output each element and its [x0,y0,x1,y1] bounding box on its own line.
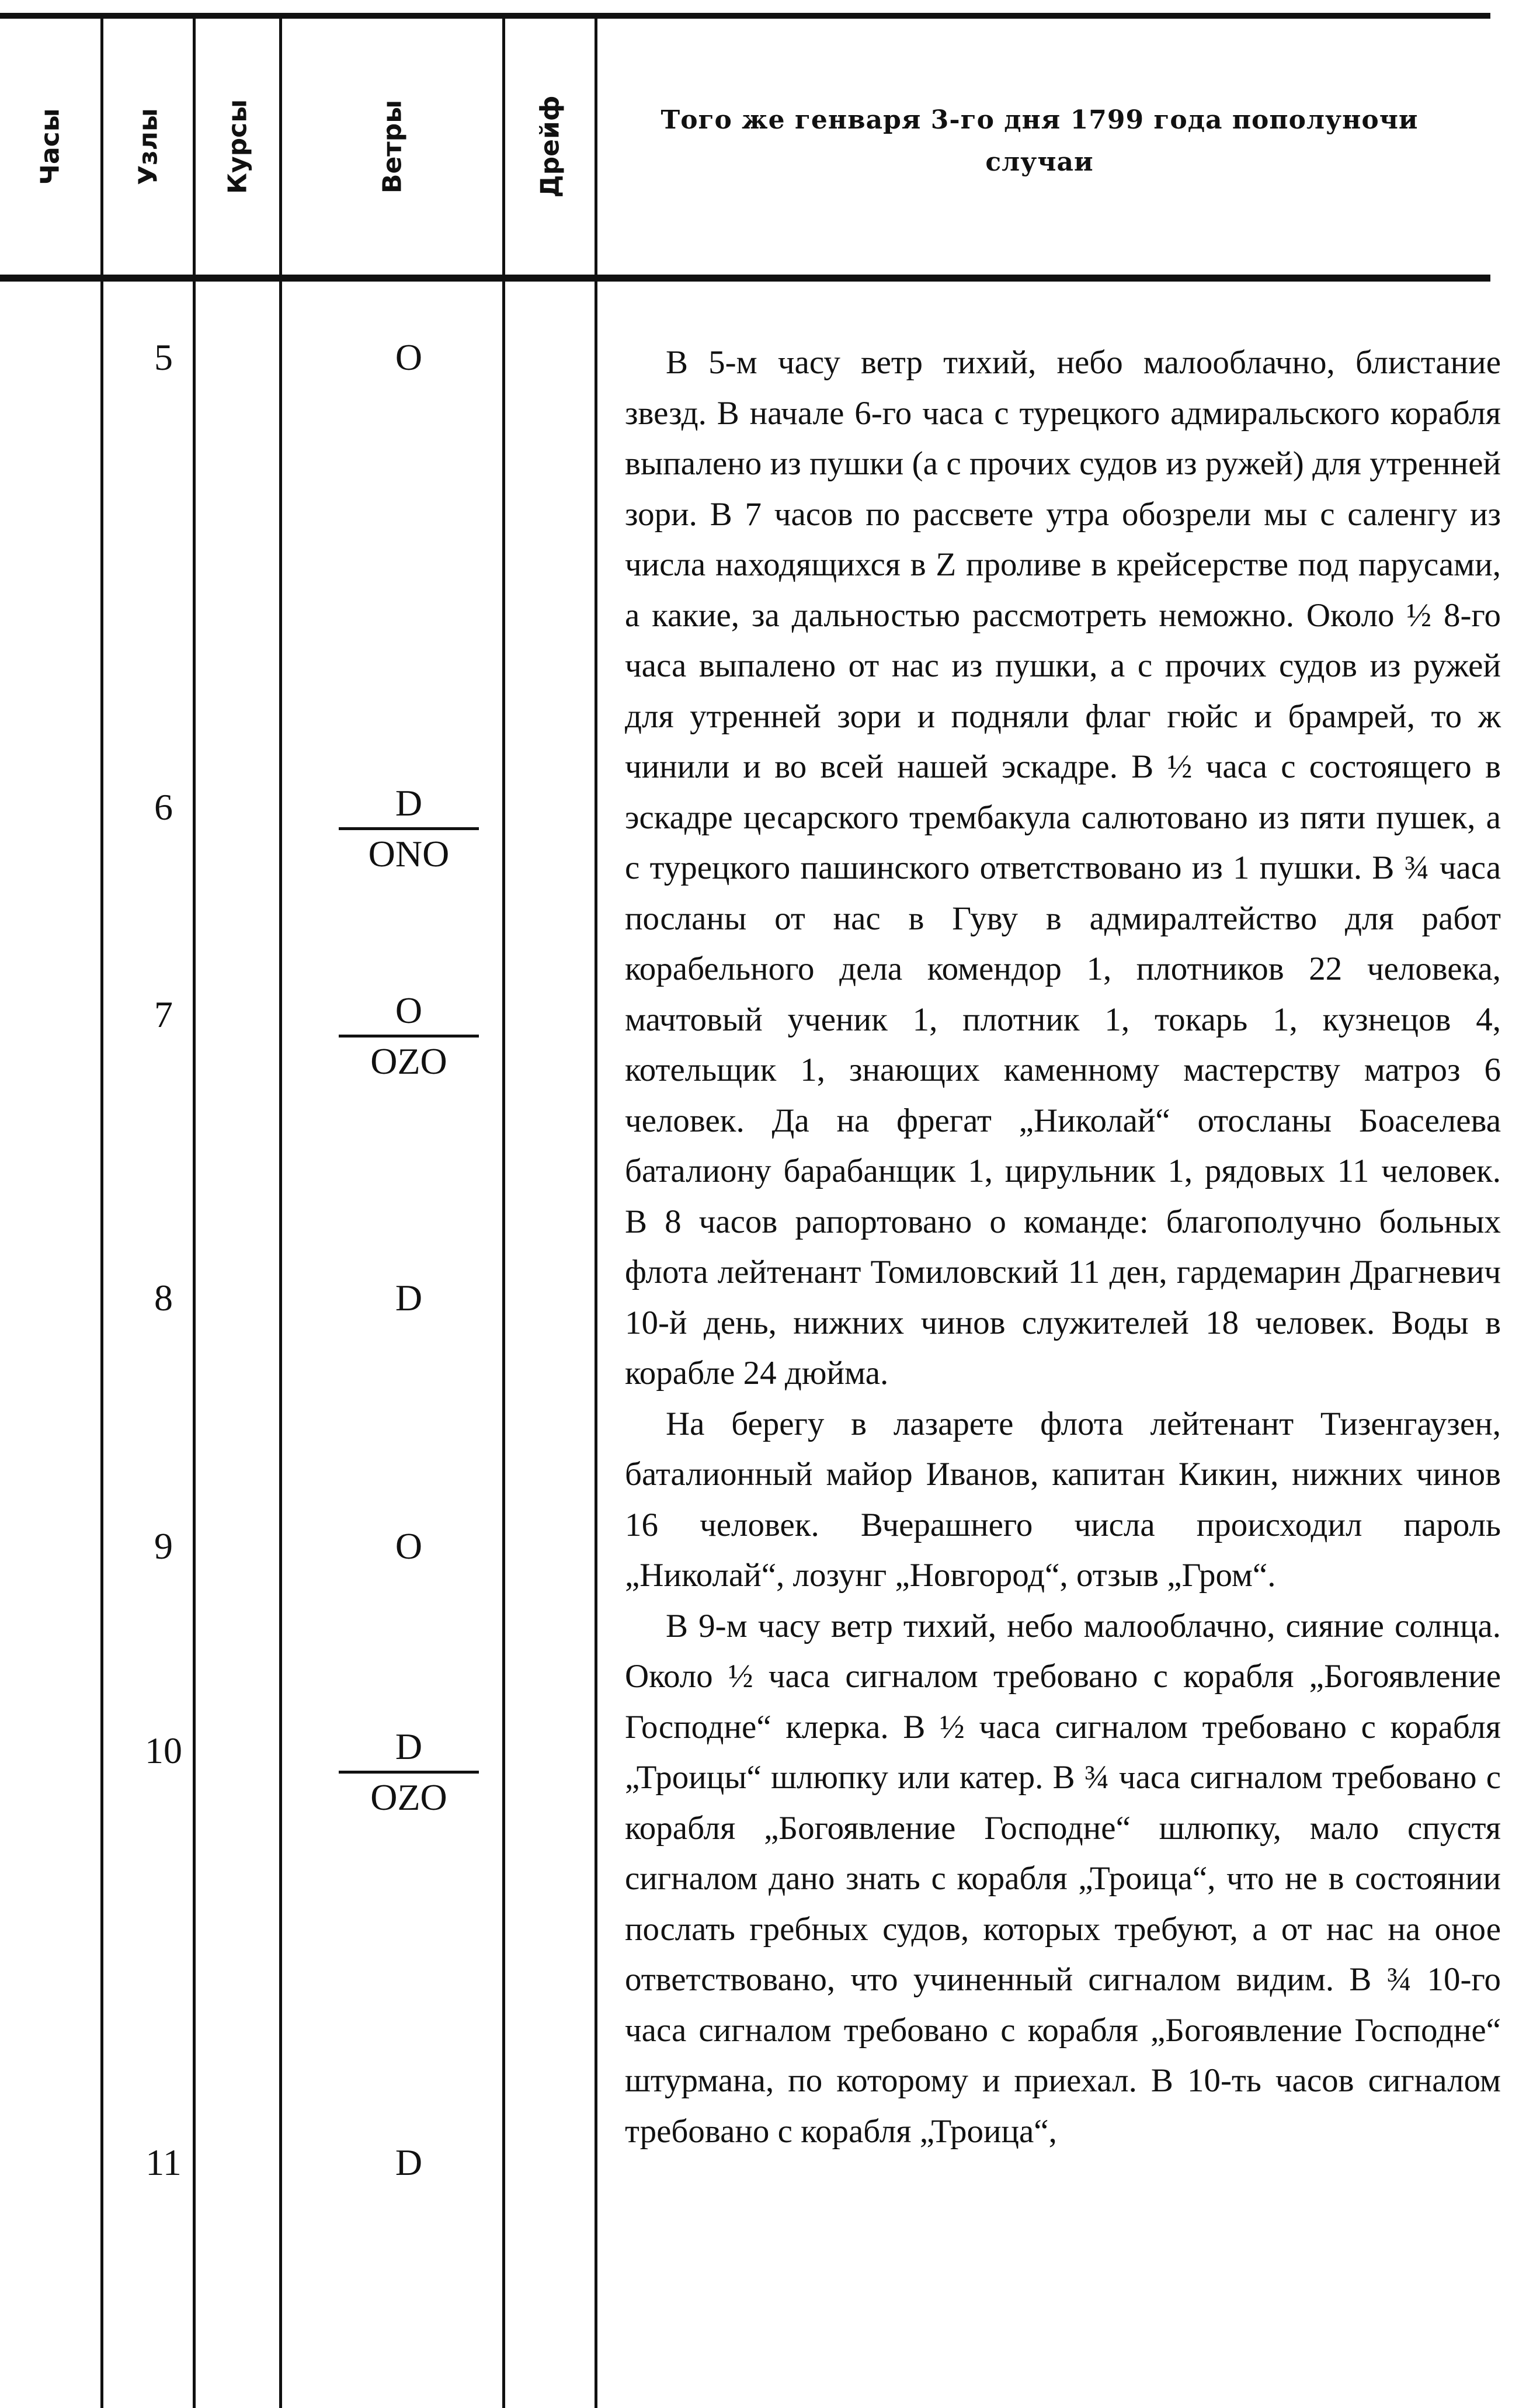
header-hours-label: Часы [35,108,65,185]
wind-fraction [339,783,479,875]
hour-cell: 6 [154,786,173,828]
wind-fraction [339,1726,479,1818]
wind-fraction [339,990,479,1082]
wind-cell: D [395,1277,423,1318]
events-paragraph: На берегу в лазарете флота лейтенант Тизенгаузен, баталионный майор Иванов, капитан Кикин, нижних чинов 16 человек. Вчерашнего числа происходил пароль „Николай“, лозунг „Новгород“, отзыв „Гром“. [625,1405,1501,1594]
header-courses-label: Курсы [223,99,252,195]
header-winds-label: Ветры [377,99,407,194]
header-knots-label: Узлы [133,108,163,185]
hour-cell: 9 [154,1525,173,1567]
header-knots [103,19,193,275]
events-header: Того же генваря 3-го дня 1799 года пополуночи случаи [661,105,1419,177]
wind-cell: D [395,2142,423,2183]
column-divider [100,13,103,2408]
wind-cell: O [395,1525,423,1567]
header-winds [282,19,502,275]
top-rule [0,13,1490,19]
wind-cell: O [395,336,423,378]
wind-top: O [339,990,479,1038]
column-divider [502,13,505,2408]
wind-top: D [339,1726,479,1774]
wind-bottom: OZO [370,1776,447,1818]
header-rule [0,275,1490,282]
wind-bottom: OZO [370,1040,447,1082]
header-drift [505,19,595,275]
events-text [625,338,1501,2157]
events-paragraph: В 5-м часу ветр тихий, небо малооблачно, блистание звезд. В начале 6-го часа с турецкого адмиральского корабля выпалено из пушки (а с прочих судов из ружей) для утренней зори. В 7 часов по рассвете утра обозрели мы с саленгу из числа находящихся в Z проливе в крейсерстве под парусами, а какие, за дальностью рассмотреть неможно. Около ½ 8-го часа выпалено от нас из пушки, а с прочих судов из ружей для утренней зори и подняли флаг гюйс и брамрей, то ж чинили и во всей нашей эскадре. В ½ часа с состоящего в эскадре цесарского трембакула салютовано из пяти пушек, а с турецкого пашинского ответствовано из 1 пушки. В ¾ часа посланы от нас в Гуву в адмиралтейство для работ корабельного дела комендор 1, плотников 22 человека, мачтовый ученик 1, плотник 1, токарь 1, кузнецов 4, котельщик 1, знающих каменному мастерству матроз 6 человек. Да на фрегат „Николай“ отосланы Боаселева баталиону барабанщик 1, цирульник 1, рядовых 11 человек. В 8 часов рапортовано о команде: благополучно больных флота лейтенант Томиловский 11 ден, гардемарин Драгневич 10-й день, нижних чинов служителей 18 человек. Воды в корабле 24 дюйма. [625,344,1501,1392]
column-divider [279,13,282,2408]
events-paragraph: В 9-м часу ветр тихий, небо малооблачно, сияние солнца. Около ½ часа сигналом требовано с корабля „Богоявление Господне“ клерка. В ½ часа сигналом требовано с корабля „Троицы“ шлюпку или катер. В ¾ часа сигналом требовано с корабля „Богоявление Господне“ шлюпку, мало спустя сигналом дано знать с корабля „Троица“, что не в состоянии послать гребных судов, которых требуют, а от нас на оное ответствовано, что учиненный сигналом видим. В ¾ 10-го часа сигналом требовано с корабля „Богоявление Господне“ штурмана, по которому и приехал. В 10-ть часов сигналом требовано с корабля „Троица“, [625,1607,1501,2150]
hour-cell: 11 [145,2142,182,2183]
hour-cell: 5 [154,336,173,378]
wind-top: D [339,783,479,830]
hour-cell: 8 [154,1277,173,1318]
hour-cell: 7 [154,994,173,1035]
header-drift-label: Дрейф [535,95,565,198]
header-courses [196,19,279,275]
wind-bottom: ONO [368,833,450,875]
column-divider [595,13,597,2408]
header-hours [0,19,100,275]
hour-cell: 10 [145,1730,182,1771]
